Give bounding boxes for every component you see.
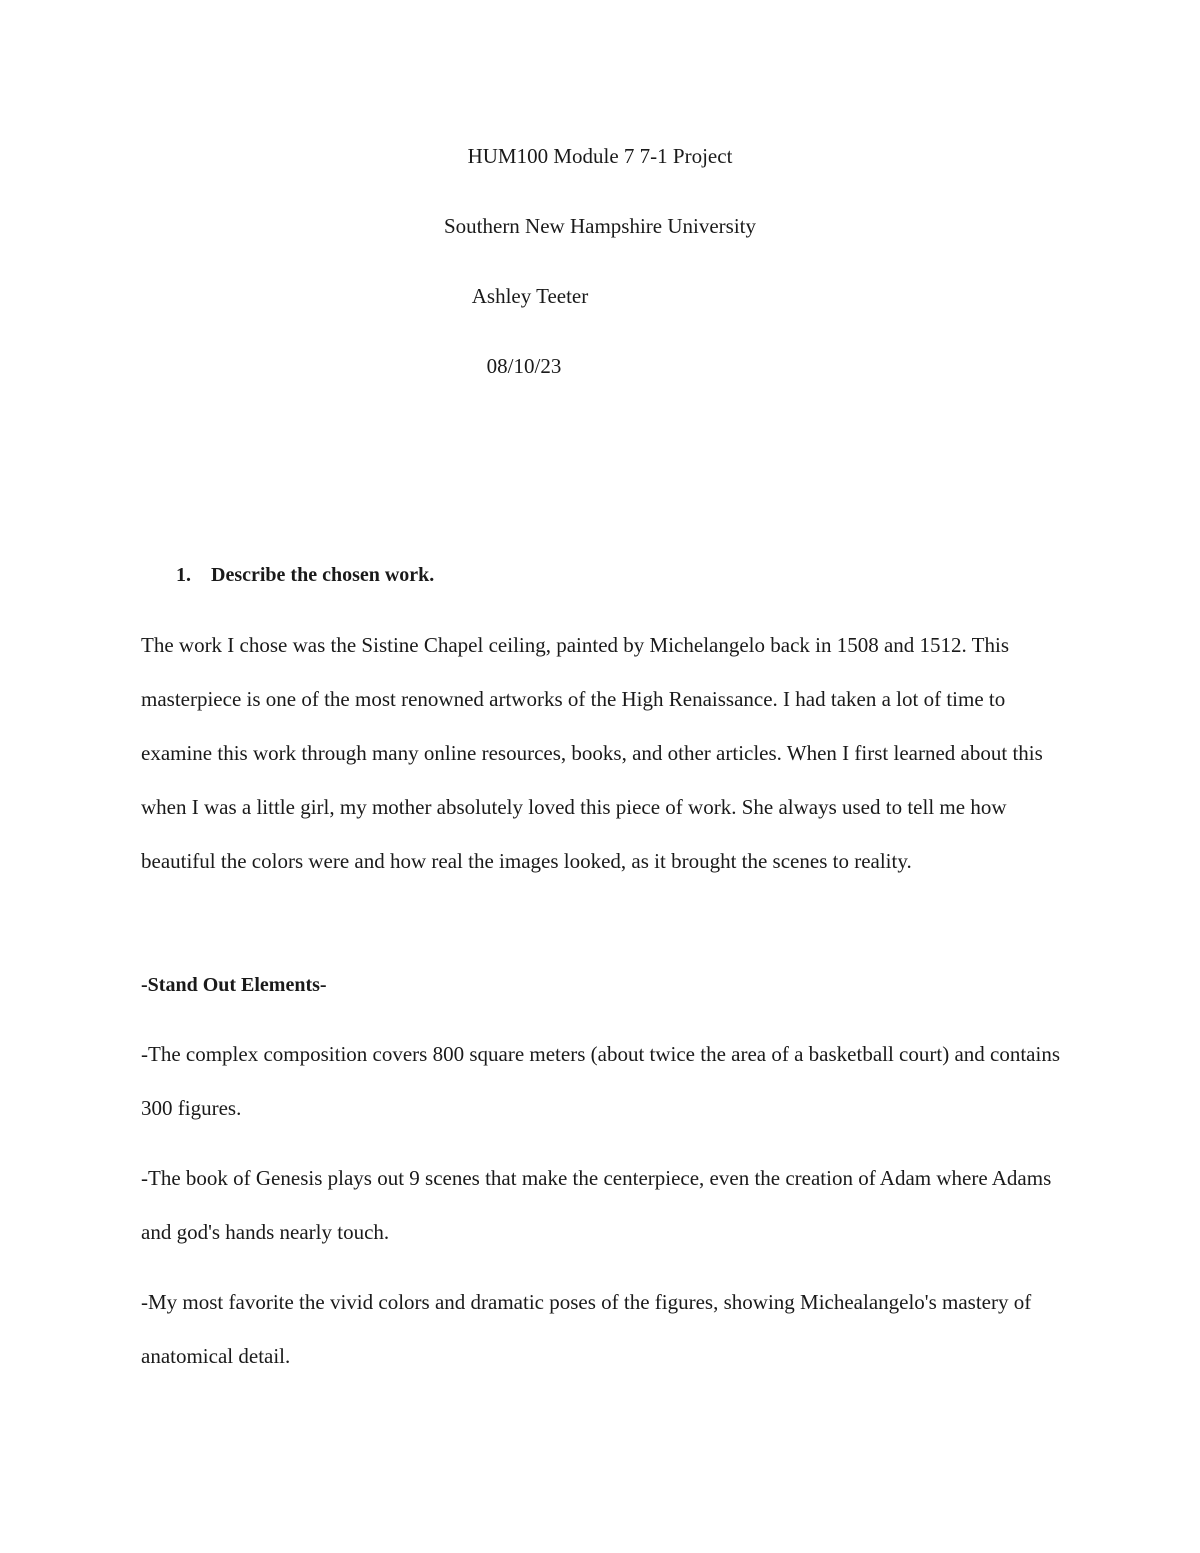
element-paragraph-3: -My most favorite the vivid colors and dramatic poses of the figures, showing Michealangelo's mastery of anatomical detail.	[141, 1290, 1032, 1368]
element-paragraph-2: -The book of Genesis plays out 9 scenes that make the centerpiece, even the creation of Adam where Adams and god's hands nearly touch.	[141, 1166, 1052, 1244]
course-title: HUM100 Module 7 7-1 Project	[467, 144, 733, 168]
stand-out-heading: -Stand Out Elements-	[141, 974, 327, 996]
author-name: Ashley Teeter	[471, 284, 589, 308]
description-paragraph: The work I chose was the Sistine Chapel ceiling, painted by Michelangelo back in 1508 and 1512. This masterpiece is one of the most renowned artworks of the High Renaissance. I had taken a lot of time to examine this work through many online resources, books, and other articles. When I first learned about this when I was a little girl, my mother absolutely loved this piece of work. She always used to tell me how beautiful the colors were and how real the images looked, as it brought the scenes to reality.	[141, 633, 1043, 873]
question-number: 1.	[176, 564, 191, 586]
question-list	[176, 562, 434, 588]
element-paragraph-1: -The complex composition covers 800 square meters (about twice the area of a basketball court) and contains 300 figures.	[141, 1042, 1061, 1120]
question-item	[176, 562, 434, 588]
university-name: Southern New Hampshire University	[443, 214, 757, 238]
question-text: Describe the chosen work.	[211, 564, 435, 586]
submission-date: 08/10/23	[486, 354, 562, 378]
